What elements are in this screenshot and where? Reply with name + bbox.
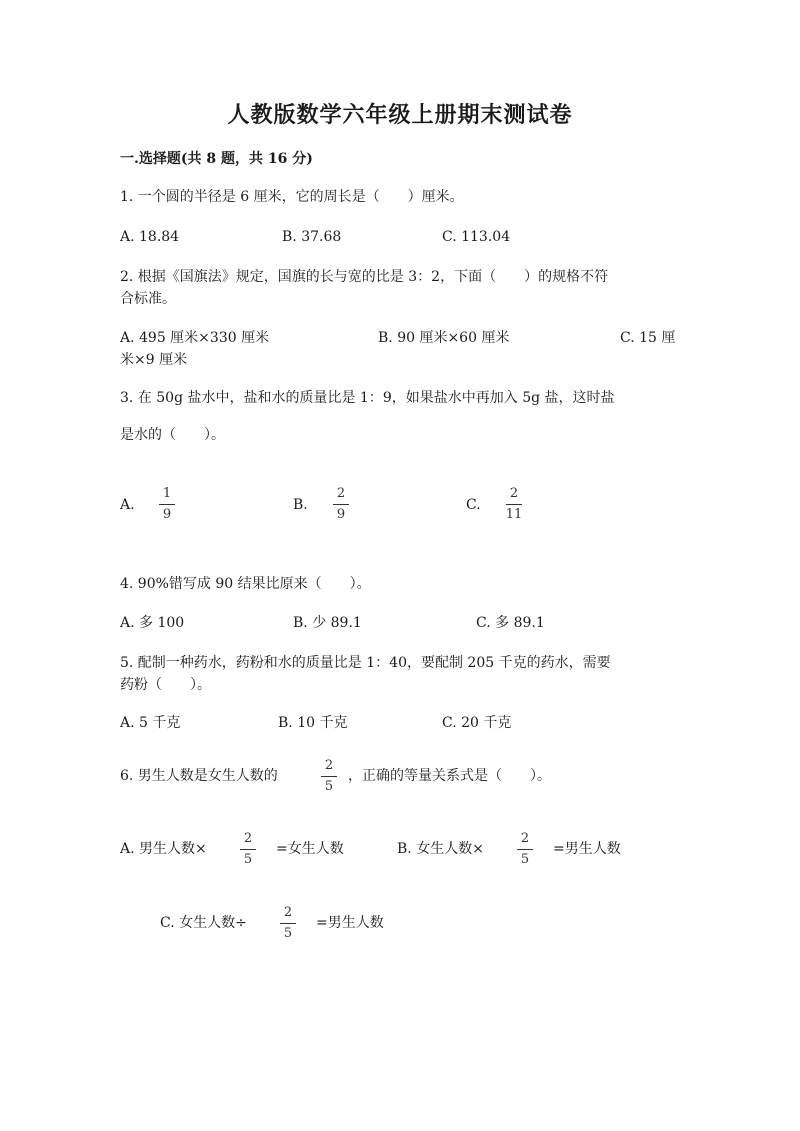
q4-option-b: B. 少 89.1 bbox=[293, 615, 362, 631]
q3-option-a-fraction bbox=[156, 486, 178, 523]
fraction-bar bbox=[280, 923, 296, 924]
numerator: 2 bbox=[324, 758, 334, 773]
question-2-line-1: 2. 根据《国旗法》规定，国旗的长与宽的比是 3：2，下面（ ）的规格不符 bbox=[120, 269, 609, 285]
q3-option-c: C. bbox=[466, 497, 481, 513]
q6-option-c-suffix: =男生人数 bbox=[316, 915, 384, 931]
question-2-line-2: 合标准。 bbox=[120, 291, 176, 307]
denominator: 5 bbox=[324, 779, 334, 794]
q3-option-a: A. bbox=[120, 497, 135, 513]
question-6-fraction bbox=[318, 758, 340, 795]
question-3-line-1: 3. 在 50g 盐水中，盐和水的质量比是 1：9，如果盐水中再加入 5g 盐，这时盐 bbox=[120, 390, 615, 406]
q6-option-a-suffix: =女生人数 bbox=[276, 841, 344, 857]
question-4: 4. 90%错写成 90 结果比原来（ ）。 bbox=[120, 576, 371, 592]
q5-option-c: C. 20 千克 bbox=[442, 715, 512, 731]
denominator: 11 bbox=[505, 507, 523, 522]
denominator: 5 bbox=[520, 852, 530, 867]
q2-option-c: C. 15 厘 bbox=[620, 330, 676, 346]
numerator: 2 bbox=[243, 831, 253, 846]
q4-option-c: C. 多 89.1 bbox=[476, 615, 545, 631]
numerator: 2 bbox=[336, 486, 346, 501]
q6-option-c-prefix: C. 女生人数÷ bbox=[160, 915, 247, 931]
question-5-line-2: 药粉（ ）。 bbox=[120, 677, 211, 693]
fraction-bar bbox=[240, 849, 256, 850]
q1-option-c: C. 113.04 bbox=[442, 229, 511, 245]
denominator: 5 bbox=[243, 852, 253, 867]
q5-option-a: A. 5 千克 bbox=[120, 715, 181, 731]
q2-option-c-cont: 米×9 厘米 bbox=[120, 352, 188, 368]
section-heading: 一.选择题(共 8 题，共 16 分) bbox=[120, 151, 313, 167]
q6-option-a-prefix: A. 男生人数× bbox=[120, 841, 207, 857]
q1-option-a: A. 18.84 bbox=[120, 229, 180, 245]
numerator: 2 bbox=[509, 486, 519, 501]
numerator: 2 bbox=[283, 905, 293, 920]
numerator: 1 bbox=[162, 486, 172, 501]
question-6-prefix: 6. 男生人数是女生人数的 bbox=[120, 768, 278, 784]
q2-option-b: B. 90 厘米×60 厘米 bbox=[378, 330, 510, 346]
fraction-bar bbox=[333, 504, 349, 505]
q3-option-b: B. bbox=[293, 497, 308, 513]
fraction-bar bbox=[517, 849, 533, 850]
question-6-suffix: ，正确的等量关系式是（ ）。 bbox=[348, 768, 551, 784]
fraction-bar bbox=[506, 504, 522, 505]
fraction-bar bbox=[321, 776, 337, 777]
numerator: 2 bbox=[520, 831, 530, 846]
fraction-bar bbox=[159, 504, 175, 505]
q6-option-b-fraction bbox=[514, 831, 536, 868]
denominator: 5 bbox=[283, 926, 293, 941]
q6-option-c-fraction bbox=[277, 905, 299, 942]
question-3-line-2: 是水的（ ）。 bbox=[120, 427, 225, 443]
question-1: 1. 一个圆的半径是 6 厘米，它的周长是（ ）厘米。 bbox=[120, 189, 464, 205]
q1-option-b: B. 37.68 bbox=[282, 229, 342, 245]
q6-option-b-prefix: B. 女生人数× bbox=[397, 841, 484, 857]
q2-option-a: A. 495 厘米×330 厘米 bbox=[120, 330, 270, 346]
page-title: 人教版数学六年级上册期末测试卷 bbox=[227, 102, 573, 128]
q4-option-a: A. 多 100 bbox=[120, 615, 185, 631]
q5-option-b: B. 10 千克 bbox=[278, 715, 348, 731]
question-5-line-1: 5. 配制一种药水，药粉和水的质量比是 1：40，要配制 205 千克的药水，需要 bbox=[120, 655, 611, 671]
q6-option-b-suffix: =男生人数 bbox=[553, 841, 621, 857]
q3-option-c-fraction bbox=[503, 486, 525, 523]
denominator: 9 bbox=[336, 507, 346, 522]
denominator: 9 bbox=[162, 507, 172, 522]
q3-option-b-fraction bbox=[330, 486, 352, 523]
q6-option-a-fraction bbox=[237, 831, 259, 868]
